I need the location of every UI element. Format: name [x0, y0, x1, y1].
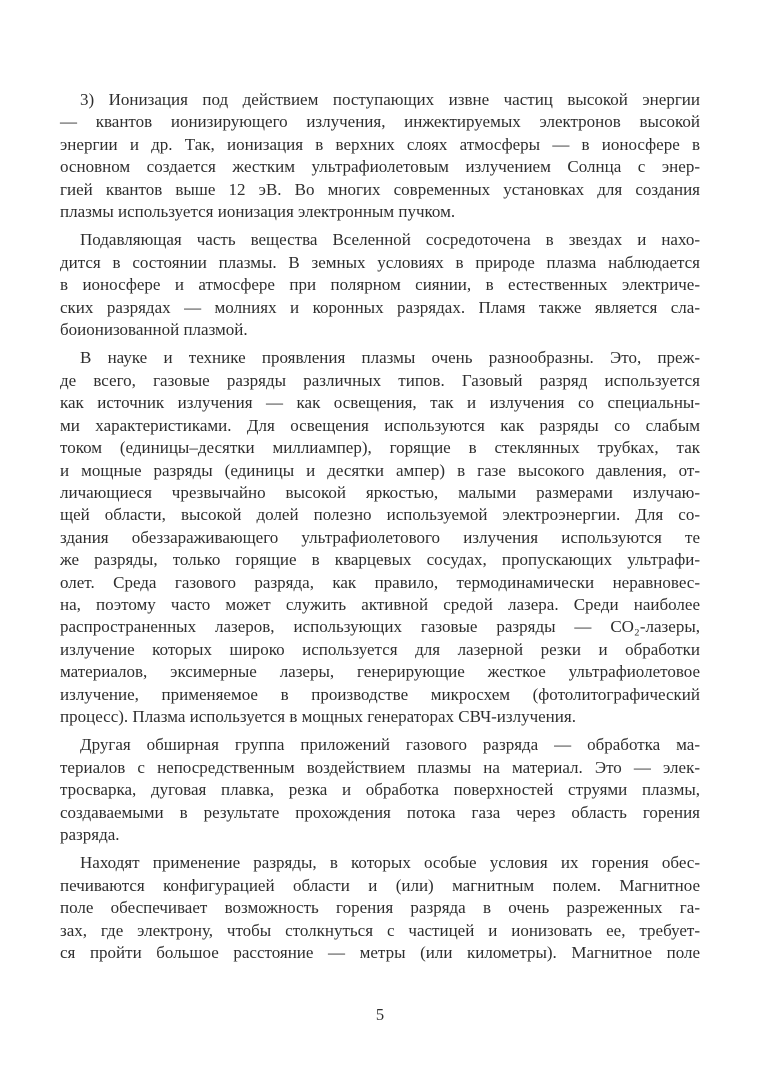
text-line: излучение которых широко используется для лазерной резки и обработки: [60, 639, 700, 659]
text-line: тросварка, дуговая плавка, резка и обработка поверхностей струями плазмы,: [60, 780, 700, 800]
paragraph: [60, 229, 700, 341]
text-line: на, поэтому часто может служить активной средой лазера. Среди наиболее: [60, 594, 700, 614]
text-line: зах, где электрону, чтобы столкнуться с частицей и ионизовать ее, требует-: [60, 920, 700, 940]
text-line: ских разрядах — молниях и коронных разрядах. Пламя также является сла-: [60, 297, 700, 317]
text-line: Находят применение разряды, в которых особые условия их горения обес-: [80, 853, 700, 873]
text-line: олет. Среда газового разряда, как правило, термодинамически неравновес-: [60, 572, 700, 592]
text-line: как источник излучения — как освещения, так и излучения со специальны-: [60, 393, 700, 413]
text-line: В науке и технике проявления плазмы очень разнообразны. Это, преж-: [80, 348, 700, 368]
text-line: разряда.: [60, 825, 120, 844]
text-line: Подавляющая часть вещества Вселенной сосредоточена в звездах и нахо-: [80, 230, 700, 250]
text-line: ся пройти большое расстояние — метры (или километры). Магнитное поле: [60, 943, 700, 963]
text-line: личающиеся чрезвычайно высокой яркостью, малыми размерами излучаю-: [60, 482, 700, 502]
text-line: 3) Ионизация под действием поступающих извне частиц высокой энергии: [80, 90, 700, 109]
text-line: током (единицы–десятки миллиампер), горящие в стеклянных трубках, так: [60, 438, 700, 458]
text-line: Другая обширная группа приложений газового разряда — обработка ма-: [80, 735, 700, 755]
text-line: де всего, газовые разряды различных типов. Газовый разряд используется: [60, 370, 700, 390]
paragraph: [60, 734, 700, 846]
paragraph: [60, 347, 700, 728]
text-line: — квантов ионизирующего излучения, инжектируемых электронов высокой: [60, 112, 700, 132]
text-line: плазмы используется ионизация электронным пучком.: [60, 202, 456, 222]
text-line: и мощные разряды (единицы и десятки ампер) в газе высокого давления, от-: [60, 460, 700, 480]
body-text: [60, 89, 700, 964]
text-line: распространенных лазеров, использующих газовые разряды — CO₂-лазеры,: [60, 617, 700, 637]
page-number: 5: [375, 1005, 385, 1024]
text-line: в ионосфере и атмосфере при полярном сиянии, в естественных электриче-: [60, 275, 700, 295]
text-line: энергии и др. Так, ионизация в верхних слоях атмосферы — в ионосфере в: [60, 134, 700, 154]
text-line: создаваемыми в результате прохождения потока газа через область горения: [60, 802, 700, 822]
text-line: здания обеззараживающего ультрафиолетового излучения используются те: [60, 527, 700, 547]
text-line: же разряды, только горящие в кварцевых сосудах, пропускающих ультрафи-: [60, 550, 700, 570]
text-line: излучение, применяемое в производстве микросхем (фотолитографический: [60, 684, 700, 704]
text-line: дится в состоянии плазмы. В земных условиях в природе плазма наблюдается: [60, 252, 700, 272]
text-line: ми характеристиками. Для освещения используются как разряды со слабым: [60, 415, 700, 435]
text-line: териалов с непосредственным воздействием плазмы на материал. Это — элек-: [60, 757, 700, 777]
text-line: материалов, эксимерные лазеры, генерирующие жесткое ультрафиолетовое: [60, 662, 700, 682]
text-line: гией квантов выше 12 эВ. Во многих современных установках для создания: [60, 179, 700, 199]
paragraph: [60, 89, 700, 223]
text-line: поле обеспечивает возможность горения разряда в очень разреженных га-: [60, 898, 700, 918]
text-line: щей области, высокой долей полезно используемой электроэнергии. Для со-: [60, 505, 700, 525]
text-line: печиваются конфигурацией области и (или) магнитным полем. Магнитное: [60, 875, 700, 895]
text-line: основном создается жестким ультрафиолетовым излучением Солнца с энер-: [60, 157, 700, 177]
text-line: процесс). Плазма используется в мощных генераторах СВЧ-излучения.: [60, 706, 576, 726]
paragraph: [60, 852, 700, 964]
text-line: боионизованной плазмой.: [60, 320, 248, 340]
